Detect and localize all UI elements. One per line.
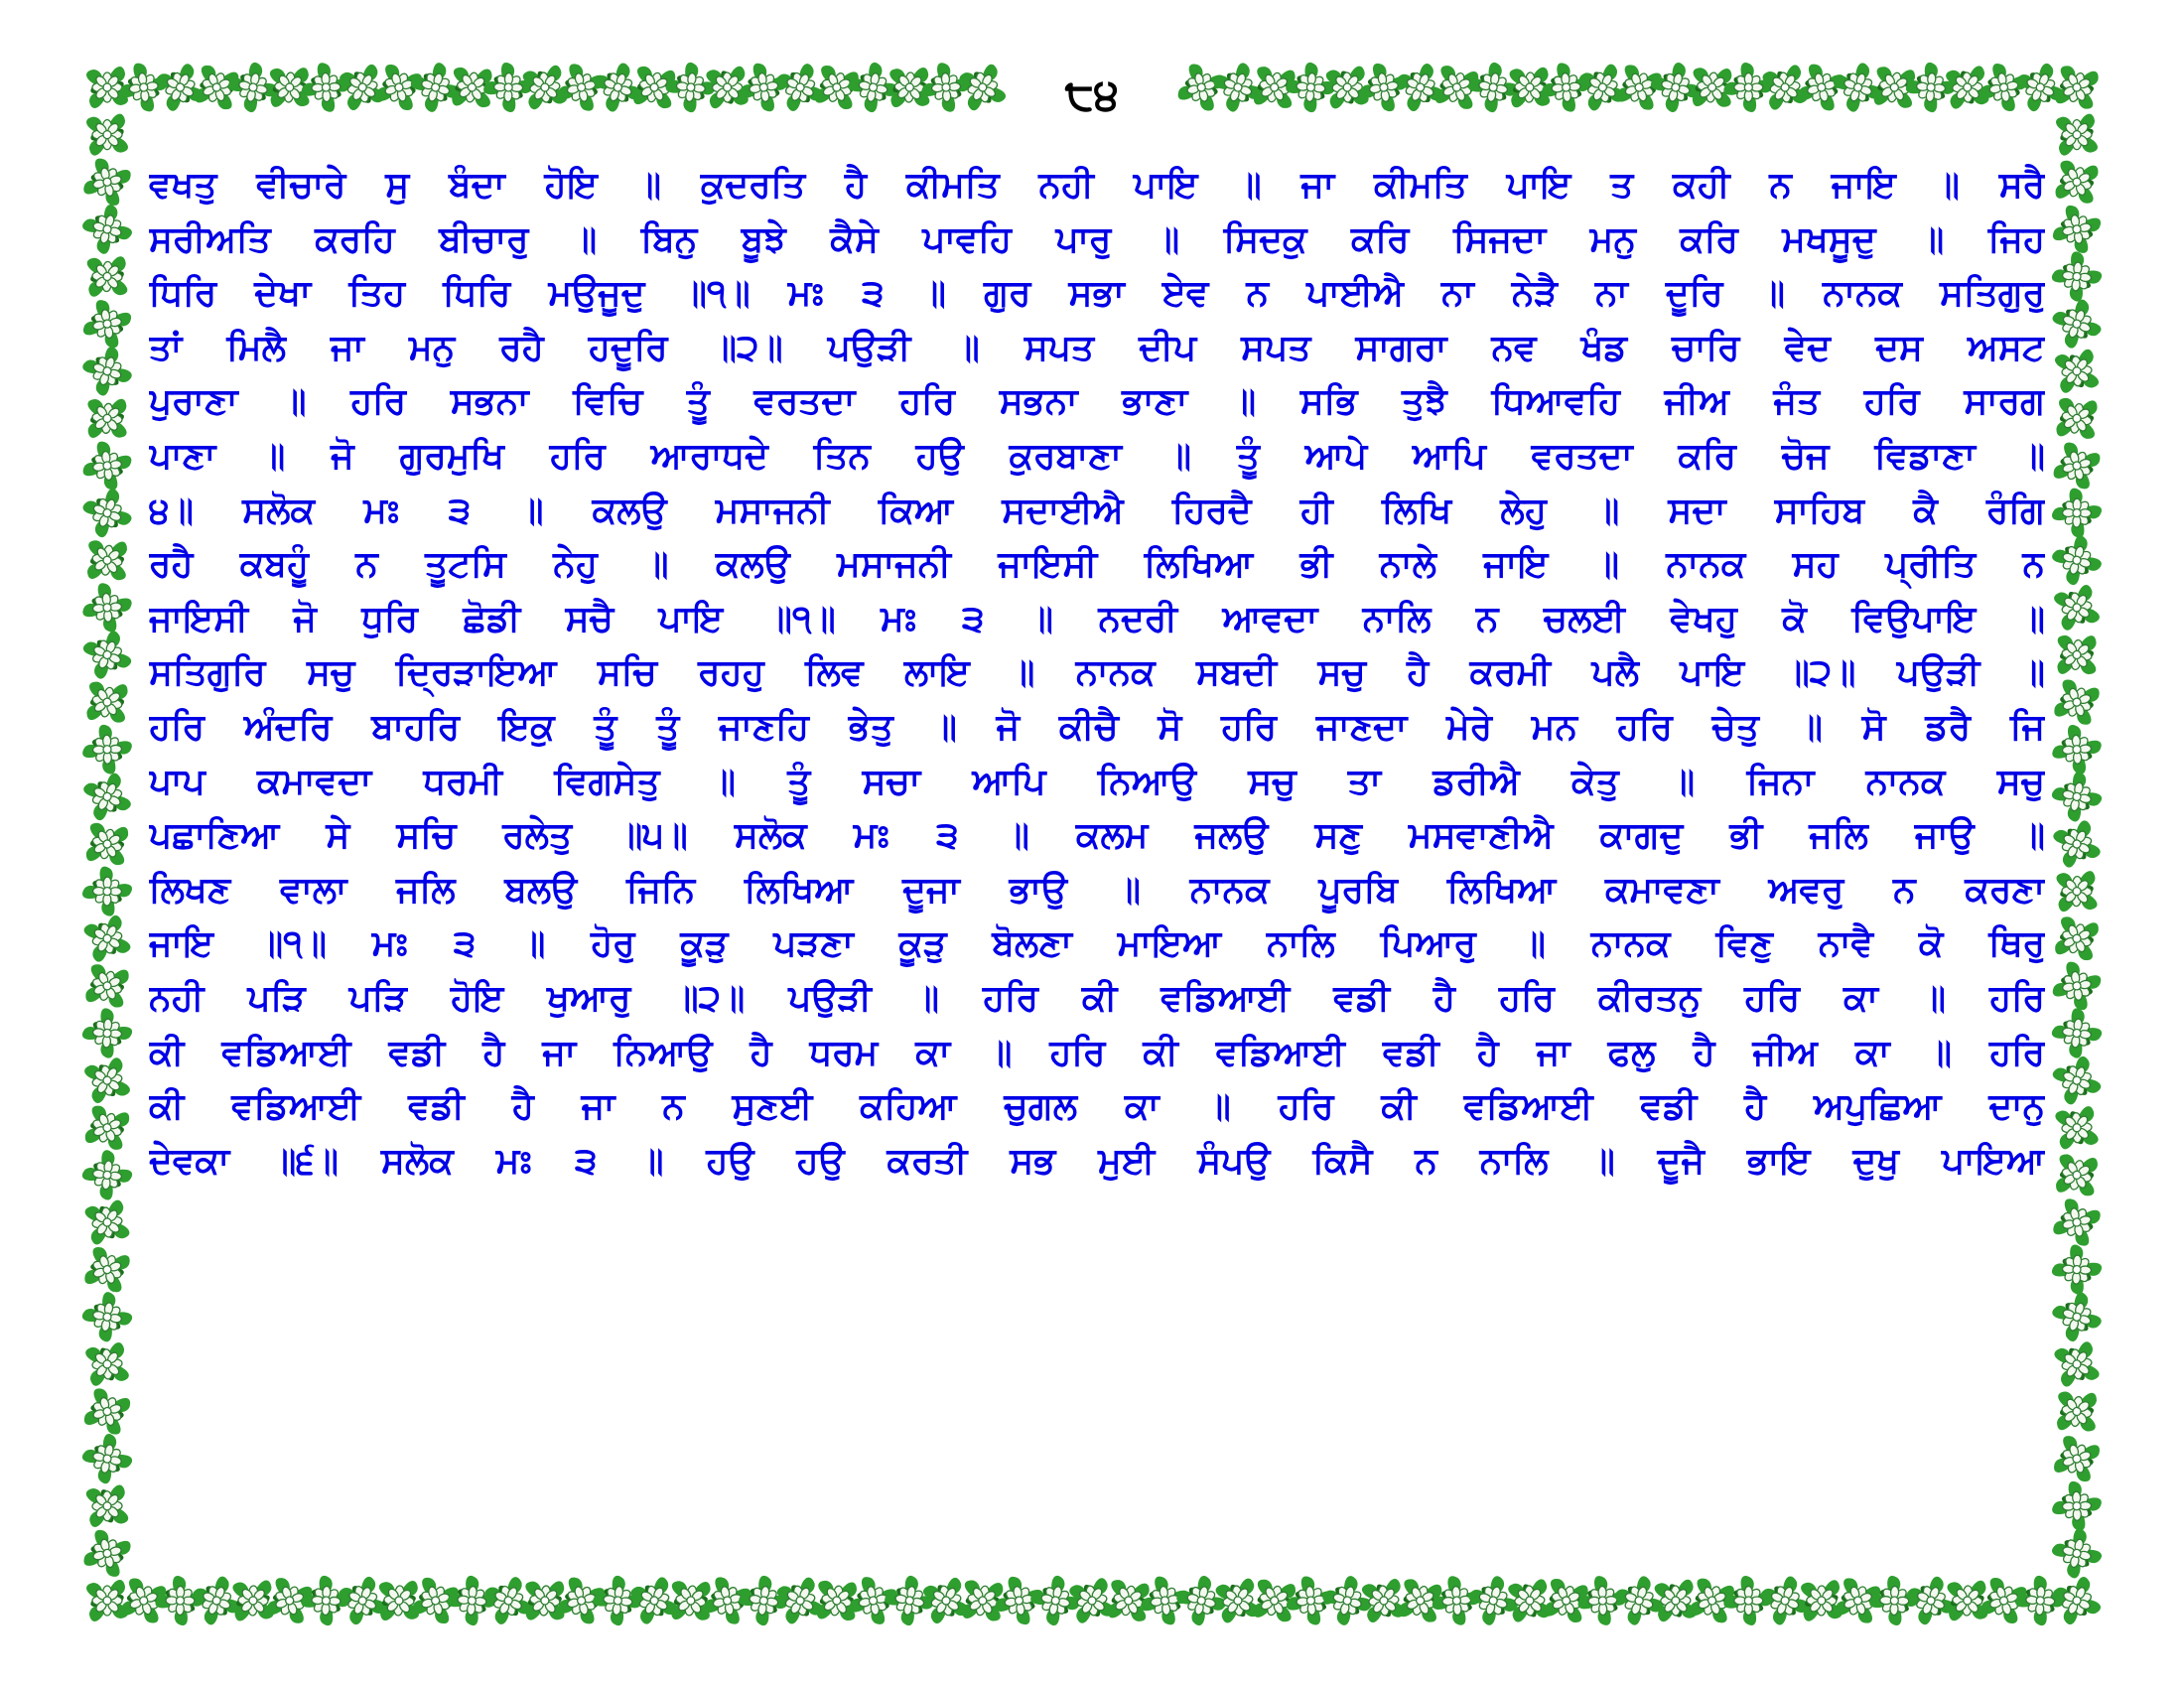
- scripture-text-block: [149, 159, 2045, 1529]
- flower-motif: [1901, 58, 1960, 116]
- text-line: ਕੀ ਵਡਿਆਈ ਵਡੀ ਹੈ ਜਾ ਨਿਆਉ ਹੈ ਧਰਮ ਕਾ ॥ ਹਰਿ ਕੀ ਵਡਿਆਈ ਵਡੀ ਹੈ ਜਾ ਫਲੁ ਹੈ ਜੀਅ ਕਾ ॥ ਹਰਿ: [149, 1032, 2045, 1073]
- flower-motif: [1758, 1574, 1813, 1628]
- flower-motif: [231, 1579, 274, 1621]
- flower-motif: [661, 59, 720, 117]
- flower-motif: [377, 1579, 422, 1623]
- flower-motif: [1946, 1579, 1989, 1622]
- flower-motif: [78, 153, 136, 211]
- flower-motif: [78, 1288, 136, 1345]
- flower-motif: [735, 1572, 793, 1630]
- flower-motif: [79, 1383, 135, 1439]
- flower-motif: [86, 114, 128, 156]
- flower-motif: [2047, 720, 2106, 778]
- flower-motif: [79, 202, 136, 258]
- flower-motif: [83, 536, 131, 584]
- flower-motif: [589, 1572, 647, 1630]
- flower-motif: [1611, 1573, 1666, 1627]
- text-line: ਕੀ ਵਡਿਆਈ ਵਡੀ ਹੈ ਜਾ ਨ ਸੁਣਈ ਕਹਿਆ ਚੁਗਲ ਕਾ ॥ ਹਰਿ ਕੀ ਵਡਿਆਈ ਵਡੀ ਹੈ ਅਪੁਛਿਆ ਦਾਨੁ: [149, 1086, 2045, 1128]
- flower-motif: [1719, 58, 1778, 116]
- flower-motif: [916, 58, 975, 116]
- flower-motif: [78, 295, 136, 352]
- flower-motif: [443, 1571, 501, 1629]
- flower-motif: [2053, 584, 2102, 633]
- text-line: ਪਛਾਣਿਆ ਸੇ ਸਚਿ ਰਲੇਤੁ ॥੫॥ ਸਲੋਕ ਮਃ ੩ ॥ ਕਲਮ ਜਲਉ ਸਣੁ ਮਸਵਾਣੀਐ ਕਾਗਦੁ ਭੀ ਜਲਿ ਜਾਉ ॥: [149, 815, 2045, 857]
- flower-motif: [2048, 1194, 2106, 1251]
- flower-motif: [84, 395, 130, 441]
- flower-motif: [80, 629, 133, 681]
- flower-motif: [297, 58, 355, 116]
- text-line: ਜਾਇਸੀ ਜੋ ਧੁਰਿ ਛੋਡੀ ਸਚੈ ਪਾਇ ॥੧॥ ਮਃ ੩ ॥ ਨਦਰੀ ਆਵਦਾ ਨਾਲਿ ਨ ਚਲਈ ਵੇਖਹੁ ਕੋ ਵਿਉਪਾਇ ॥: [149, 598, 2045, 639]
- page-number: ੮੪: [1032, 66, 1152, 125]
- flower-motif: [84, 1199, 131, 1246]
- flower-motif: [735, 59, 793, 117]
- flower-motif: [407, 60, 463, 115]
- flower-motif: [78, 1525, 135, 1582]
- text-line: ਪੁਰਾਣਾ ॥ ਹਰਿ ਸਭਨਾ ਵਿਚਿ ਤੂੰ ਵਰਤਦਾ ਹਰਿ ਸਭਨਾ ਭਾਣਾ ॥ ਸਭਿ ਤੁਝੈ ਧਿਆਵਹਿ ਜੀਅ ਜੰਤ ਹਰਿ ਸਾਰਗ: [149, 381, 2045, 423]
- flower-motif: [2049, 532, 2105, 588]
- flower-motif: [78, 1146, 137, 1204]
- flower-motif: [80, 1101, 134, 1155]
- flower-motif: [2047, 1240, 2106, 1299]
- flower-motif: [1465, 1573, 1521, 1628]
- text-line: ਪਾਪ ਕਮਾਵਦਾ ਧਰਮੀ ਵਿਗਸੇਤੁ ॥ ਤੂੰ ਸਚਾ ਆਪਿ ਨਿਆਉ ਸਚੁ ਤਾ ਡਰੀਐ ਕੇਤੁ ॥ ਜਿਨਾ ਨਾਨਕ ਸਚੁ: [149, 761, 2045, 802]
- flower-motif: [224, 59, 282, 116]
- flower-motif: [2050, 297, 2105, 352]
- flower-motif: [2050, 1054, 2104, 1107]
- flower-motif: [1800, 1580, 1843, 1622]
- text-line: ਤਾਂ ਮਿਲੈ ਜਾ ਮਨੁ ਰਹੈ ਹਦੂਰਿ ॥੨॥ ਪਉੜੀ ॥ ਸਪਤ ਦੀਪ ਸਪਤ ਸਾਗਰਾ ਨਵ ਖੰਡ ਚਾਰਿ ਵੇਦ ਦਸ ਅਸਟ: [149, 327, 2045, 368]
- flower-motif: [2053, 1340, 2100, 1387]
- text-line: ਰਹੈ ਕਬਹੂੰ ਨ ਤੂਟਸਿ ਨੇਹੁ ॥ ਕਲਉ ਮਸਾਜਨੀ ਜਾਇਸੀ ਲਿਖਿਆ ਭੀ ਨਾਲੇ ਜਾਇ ॥ ਨਾਨਕ ਸਹ ਪ੍ਰੀਤਿ ਨ: [149, 544, 2045, 586]
- flower-motif: [79, 1242, 134, 1297]
- flower-motif: [2051, 818, 2102, 869]
- flower-motif: [1464, 59, 1522, 116]
- flower-motif: [79, 344, 135, 399]
- flower-motif: [1210, 60, 1265, 114]
- flower-motif: [2050, 913, 2103, 965]
- text-line: ਸਤਿਗੁਰਿ ਸਚੁ ਦ੍ਰਿੜਾਇਆ ਸਚਿ ਰਹਹੁ ਲਿਵ ਲਾਇ ॥ ਨਾਨਕ ਸਬਦੀ ਸਚੁ ਹੈ ਕਰਮੀ ਪਲੈ ਪਾਇ ॥੨॥ ਪਉੜੀ ॥: [149, 652, 2045, 694]
- flower-motif: [1537, 58, 1595, 116]
- flower-motif: [1831, 60, 1885, 114]
- flower-motif: [190, 1574, 243, 1627]
- flower-motif: [1026, 1572, 1084, 1629]
- flower-motif: [881, 1572, 938, 1629]
- text-line: ਪਾਣਾ ॥ ਜੋ ਗੁਰਮੁਖਿ ਹਰਿ ਆਰਾਧਦੇ ਤਿਨ ਹਉ ਕੁਰਬਾਣਾ ॥ ਤੂੰ ਆਪੇ ਆਪਿ ਵਰਤਦਾ ਕਰਿ ਚੋਜ ਵਿਡਾਣਾ ॥: [149, 435, 2045, 477]
- flower-motif: [667, 1577, 714, 1623]
- flower-motif: [2056, 114, 2098, 156]
- flower-motif: [81, 771, 133, 822]
- flower-motif: [1655, 1580, 1698, 1622]
- text-line: ੪॥ ਸਲੋਕ ਮਃ ੩ ॥ ਕਲਉ ਮਸਾਜਨੀ ਕਿਆ ਸਦਾਈਐ ਹਿਰਦੈ ਹੀ ਲਿਖਿ ਲੇਹੁ ॥ ਸਦਾ ਸਾਹਿਬ ਕੈ ਰੰਗਿ: [149, 490, 2045, 531]
- flower-motif: [77, 578, 136, 636]
- flower-motif: [2047, 247, 2106, 306]
- flower-motif: [82, 677, 132, 727]
- flower-motif: [2048, 768, 2106, 825]
- flower-motif: [1173, 1572, 1230, 1628]
- flower-motif: [78, 1430, 136, 1487]
- flower-motif: [1282, 58, 1340, 116]
- text-line: ਜਾਇ ॥੧॥ ਮਃ ੩ ॥ ਹੋਰੁ ਕੂੜੁ ਪੜਣਾ ਕੂੜੁ ਬੋਲਣਾ ਮਾਇਆ ਨਾਲਿ ਪਿਆਰੁ ॥ ਨਾਨਕ ਵਿਣੁ ਨਾਵੈ ਕੋ ਥਿਰੁ: [149, 923, 2045, 965]
- flower-motif: [86, 1580, 128, 1621]
- flower-motif: [81, 818, 132, 869]
- flower-motif: [2048, 1004, 2107, 1062]
- flower-motif: [2049, 1289, 2105, 1344]
- flower-motif: [2049, 1431, 2105, 1486]
- flower-motif: [2051, 156, 2103, 208]
- flower-motif: [2053, 1387, 2101, 1435]
- flower-motif: [2048, 957, 2107, 1016]
- flower-motif: [2048, 437, 2105, 493]
- text-line: ਹਰਿ ਅੰਦਰਿ ਬਾਹਰਿ ਇਕੁ ਤੂੰ ਤੂੰ ਜਾਣਹਿ ਭੇਤੁ ॥ ਜੋ ਕੀਚੈ ਸੋ ਹਰਿ ਜਾਣਦਾ ਮੇਰੇ ਮਨ ਹਰਿ ਚੇਤੁ ॥ ਸੋ ਡਰੈ ਜਿ: [149, 706, 2045, 748]
- flower-motif: [2052, 1150, 2103, 1200]
- flower-motif: [2047, 1477, 2106, 1535]
- flower-motif: [77, 862, 136, 920]
- flower-motif: [82, 914, 132, 963]
- flower-motif: [85, 1341, 130, 1386]
- flower-motif: [2049, 674, 2104, 729]
- flower-motif: [1508, 1579, 1552, 1622]
- flower-motif: [83, 1056, 132, 1105]
- flower-motif: [2054, 349, 2099, 393]
- flower-motif: [2055, 870, 2098, 913]
- flower-motif: [86, 1484, 129, 1527]
- flower-motif: [1319, 1573, 1376, 1629]
- text-line: ਲਿਖਣ ਵਾਲਾ ਜਲਿ ਬਲਉ ਜਿਨਿ ਲਿਖਿਆ ਦੂਜਾ ਭਾਉ ॥ ਨਾਨਕ ਪੂਰਬਿ ਲਿਖਿਆ ਕਮਾਵਣਾ ਅਵਰੁ ਨ ਕਰਣਾ: [149, 869, 2045, 911]
- flower-motif: [81, 959, 134, 1012]
- flower-motif: [85, 254, 129, 298]
- flower-motif: [114, 59, 173, 117]
- flower-motif: [1647, 59, 1704, 115]
- flower-motif: [591, 61, 645, 115]
- flower-motif: [2048, 1525, 2105, 1582]
- flower-motif: [78, 437, 137, 495]
- flower-motif: [2055, 1106, 2099, 1150]
- text-line: ਧਿਰਿ ਦੇਖਾ ਤਿਹ ਧਿਰਿ ਮਉਜੂਦੁ ॥੧॥ ਮਃ ੩ ॥ ਗੁਰ ਸਭਾ ਏਵ ਨ ਪਾਈਐ ਨਾ ਨੇੜੈ ਨਾ ਦੂਰਿ ॥ ਨਾਨਕ ਸਤਿਗੁਰੁ: [149, 273, 2045, 315]
- flower-motif: [2052, 393, 2102, 443]
- text-line: ਸਰੀਅਤਿ ਕਰਹਿ ਬੀਚਾਰੁ ॥ ਬਿਨੁ ਬੂਝੇ ਕੈਸੇ ਪਾਵਹਿ ਪਾਰੁ ॥ ਸਿਦਕੁ ਕਰਿ ਸਿਜਦਾ ਮਨੁ ਕਰਿ ਮਖਸੂਦੁ ॥ ਜਿਹ: [149, 218, 2045, 260]
- flower-motif: [2048, 201, 2106, 258]
- flower-motif: [2054, 632, 2101, 678]
- flower-motif: [2047, 484, 2106, 542]
- text-line: ਦੇਵਕਾ ॥੬॥ ਸਲੋਕ ਮਃ ੩ ॥ ਹਉ ਹਉ ਕਰਤੀ ਸਭ ਮੁਈ ਸੰਪਉ ਕਿਸੈ ਨ ਨਾਲਿ ॥ ਦੂਜੈ ਭਾਇ ਦੁਖੁ ਪਾਇਆ: [149, 1140, 2045, 1182]
- flower-motif: [2051, 62, 2104, 114]
- flower-motif: [522, 1578, 568, 1623]
- flower-motif: [80, 486, 135, 540]
- text-line: ਵਖਤੁ ਵੀਚਾਰੇ ਸੁ ਬੰਦਾ ਹੋਇ ॥ ਕੁਦਰਤਿ ਹੈ ਕੀਮਤਿ ਨਹੀ ਪਾਇ ॥ ਜਾ ਕੀਮਤਿ ਪਾਇ ਤ ਕਹੀ ਨ ਜਾਇ ॥ ਸਰੈ: [149, 165, 2045, 206]
- flower-motif: [478, 58, 537, 116]
- flower-motif: [77, 720, 136, 778]
- flower-motif: [845, 59, 902, 116]
- flower-motif: [77, 1004, 136, 1062]
- text-line: ਨਹੀ ਪੜਿ ਪੜਿ ਹੋਇ ਖੁਆਰੁ ॥੨॥ ਪਉੜੀ ॥ ਹਰਿ ਕੀ ਵਡਿਆਈ ਵਡੀ ਹੈ ਹਰਿ ਕੀਰਤਨੁ ਹਰਿ ਕਾ ॥ ਹਰਿ: [149, 977, 2045, 1019]
